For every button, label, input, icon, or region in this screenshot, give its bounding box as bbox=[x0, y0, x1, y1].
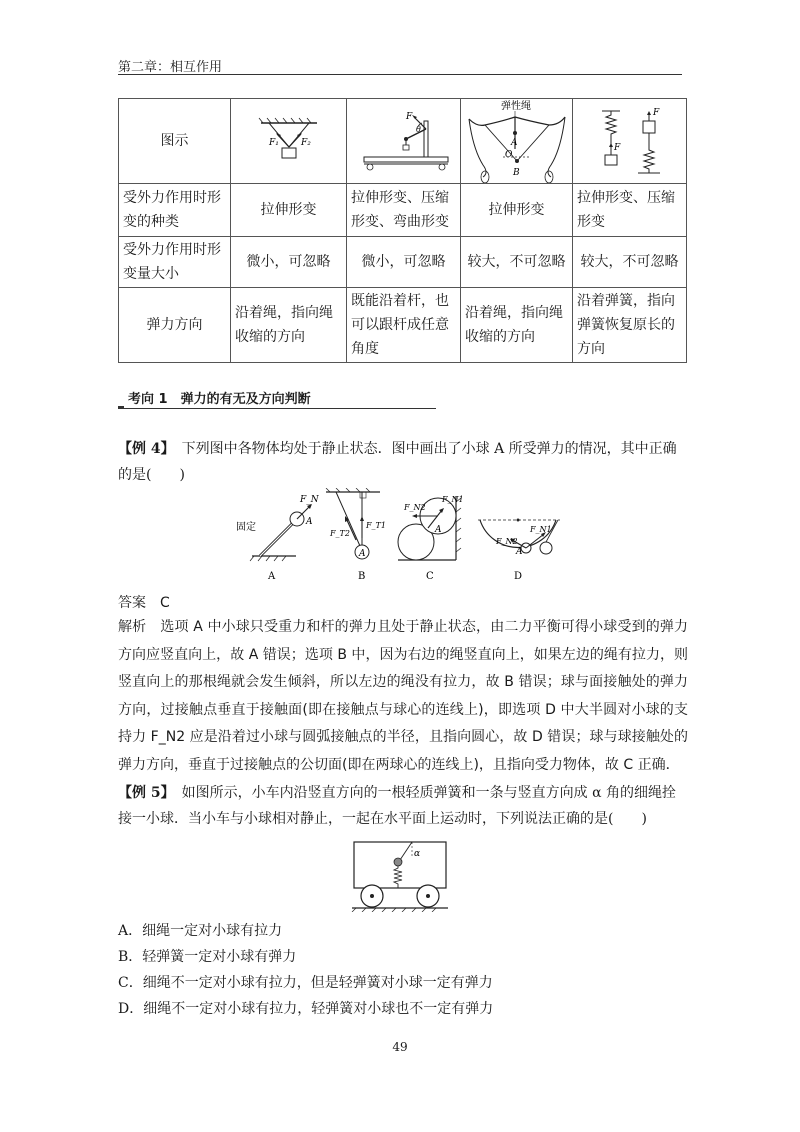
fig-b bbox=[326, 488, 386, 582]
label-f2: F₂ bbox=[300, 138, 311, 148]
heading-marker bbox=[118, 406, 124, 409]
answer: 答案 C bbox=[118, 595, 170, 611]
table-cell: 沿着绳，指向绳收缩的方向 bbox=[231, 288, 347, 363]
fig-d-fn1: F_N1 bbox=[530, 525, 552, 534]
options-list bbox=[118, 918, 493, 1022]
table-cell: 拉伸形变 bbox=[231, 184, 347, 237]
fig-label-b: B bbox=[358, 571, 366, 582]
table-cell: 拉伸形变 bbox=[461, 184, 573, 237]
row-head: 弹力方向 bbox=[119, 288, 231, 363]
example-5-question bbox=[118, 780, 688, 832]
fig-label-d: D bbox=[514, 571, 523, 582]
section-heading bbox=[118, 384, 436, 409]
table-cell: 沿着绳，指向绳收缩的方向 bbox=[461, 288, 573, 363]
fig-a-fixed: 固定 bbox=[236, 522, 256, 533]
example-4-text: 下列图中各物体均处于静止状态．图中画出了小球 A 所受弹力的情况，其中正确的是( ) bbox=[118, 441, 677, 483]
table-cell: 较大，不可忽略 bbox=[461, 237, 573, 288]
figure-rod bbox=[347, 99, 461, 184]
figure-spring bbox=[573, 99, 687, 184]
table-cell: 既能沿着杆，也可以跟杆成任意角度 bbox=[347, 288, 461, 363]
fig-b-ft1: F_T1 bbox=[366, 521, 386, 530]
label-f-left: F bbox=[613, 143, 620, 153]
option-a: A．细绳一定对小球有拉力 bbox=[118, 923, 283, 939]
label-f: F bbox=[405, 112, 412, 122]
fig-b-ft2: F_T2 bbox=[330, 529, 350, 538]
example-4-figures bbox=[230, 488, 570, 584]
chapter-title: 第二章：相互作用 bbox=[118, 60, 223, 75]
example-4-question bbox=[118, 436, 688, 488]
fig-d bbox=[478, 519, 560, 583]
label-o: O bbox=[504, 150, 512, 160]
fig-b-ball: A bbox=[359, 549, 366, 559]
table-cell: 微小，可忽略 bbox=[231, 237, 347, 288]
label-elastic-rope: 弹性绳 bbox=[500, 101, 531, 112]
fig-c-ball: A bbox=[435, 525, 442, 535]
row-head: 受外力作用时形变的种类 bbox=[119, 184, 231, 237]
page-number: 49 bbox=[392, 1040, 408, 1054]
label-f-right: F bbox=[652, 108, 659, 118]
label-f1: F₁ bbox=[268, 138, 279, 148]
figure-elastic-rope bbox=[461, 99, 573, 184]
fig-d-ball: A bbox=[516, 547, 523, 557]
label-theta: θ bbox=[415, 125, 421, 134]
cart-alpha: α bbox=[414, 849, 421, 859]
fig-label-a: A bbox=[268, 571, 276, 582]
table-row bbox=[119, 184, 687, 237]
analysis: 解析 选项 A 中小球只受重力和杆的弹力且处于静止状态，由二力平衡可得小球受到的弹力方向应竖直向上，故 A 错误；选项 B 中，因为右边的绳竖直向上，如果左边的绳有拉力，则竖直向上的那根绳就会发生倾斜，所以左边的绳没有拉力，故 B 错误；球与面接触处的弹力方向，过接触点垂直于接触面(即在接触点与球心的连线上)，即选项 D 中大半圆对小球的支持力 F_N2 应是沿着过小球与圆弧接触点的半径，且指向圆心，故 D 错误；球与球接触处的弹力方向，垂直于过接触点的公切面(即在两球心的连线上)，且指向受力物体，故 C 正确． bbox=[118, 619, 688, 773]
page-header bbox=[118, 54, 682, 75]
table-cell: 拉伸形变、压缩形变 bbox=[573, 184, 687, 237]
fig-a-fn: F_N bbox=[300, 495, 319, 505]
fig-d-fn2: F_N2 bbox=[496, 537, 518, 546]
example-4-tag: 【例 4】 bbox=[118, 441, 168, 457]
option-d: D．细绳不一定对小球有拉力，轻弹簧对小球也不一定有弹力 bbox=[118, 1001, 494, 1017]
table-row bbox=[119, 288, 687, 363]
row-head: 受外力作用时形变量大小 bbox=[119, 237, 231, 288]
table-row-figure bbox=[119, 99, 687, 184]
example-5-tag: 【例 5】 bbox=[118, 785, 168, 801]
fig-label-c: C bbox=[426, 571, 434, 582]
fig-a bbox=[236, 495, 320, 582]
comparison-table bbox=[118, 98, 687, 363]
table-cell: 较大，不可忽略 bbox=[573, 237, 687, 288]
section-heading-text: 考向 1 弹力的有无及方向判断 bbox=[128, 392, 311, 407]
option-c: C．细绳不一定对小球有拉力，但是轻弹簧对小球一定有弹力 bbox=[118, 975, 493, 991]
table-cell: 拉伸形变、压缩形变、弯曲形变 bbox=[347, 184, 461, 237]
fig-a-ball: A bbox=[306, 517, 313, 527]
fig-c bbox=[398, 495, 464, 582]
option-b: B．轻弹簧一定对小球有弹力 bbox=[118, 949, 297, 965]
example-5-text: 如图所示，小车内沿竖直方向的一根轻质弹簧和一条与竖直方向成 α 角的细绳拴接一小球．当小车与小球相对静止，一起在水平面上运动时，下列说法正确的是( ) bbox=[118, 785, 676, 827]
table-cell: 沿着弹簧，指向弹簧恢复原长的方向 bbox=[573, 288, 687, 363]
fig-c-fn2: F_N2 bbox=[404, 503, 426, 512]
fig-c-fn1: F_N1 bbox=[442, 495, 464, 504]
table-cell: 微小，可忽略 bbox=[347, 237, 461, 288]
figure-row-label: 图示 bbox=[119, 99, 231, 184]
label-a: A bbox=[510, 138, 517, 148]
figure-rope bbox=[231, 99, 347, 184]
cart-figure bbox=[350, 838, 450, 912]
table-row bbox=[119, 237, 687, 288]
label-b: B bbox=[512, 168, 520, 178]
